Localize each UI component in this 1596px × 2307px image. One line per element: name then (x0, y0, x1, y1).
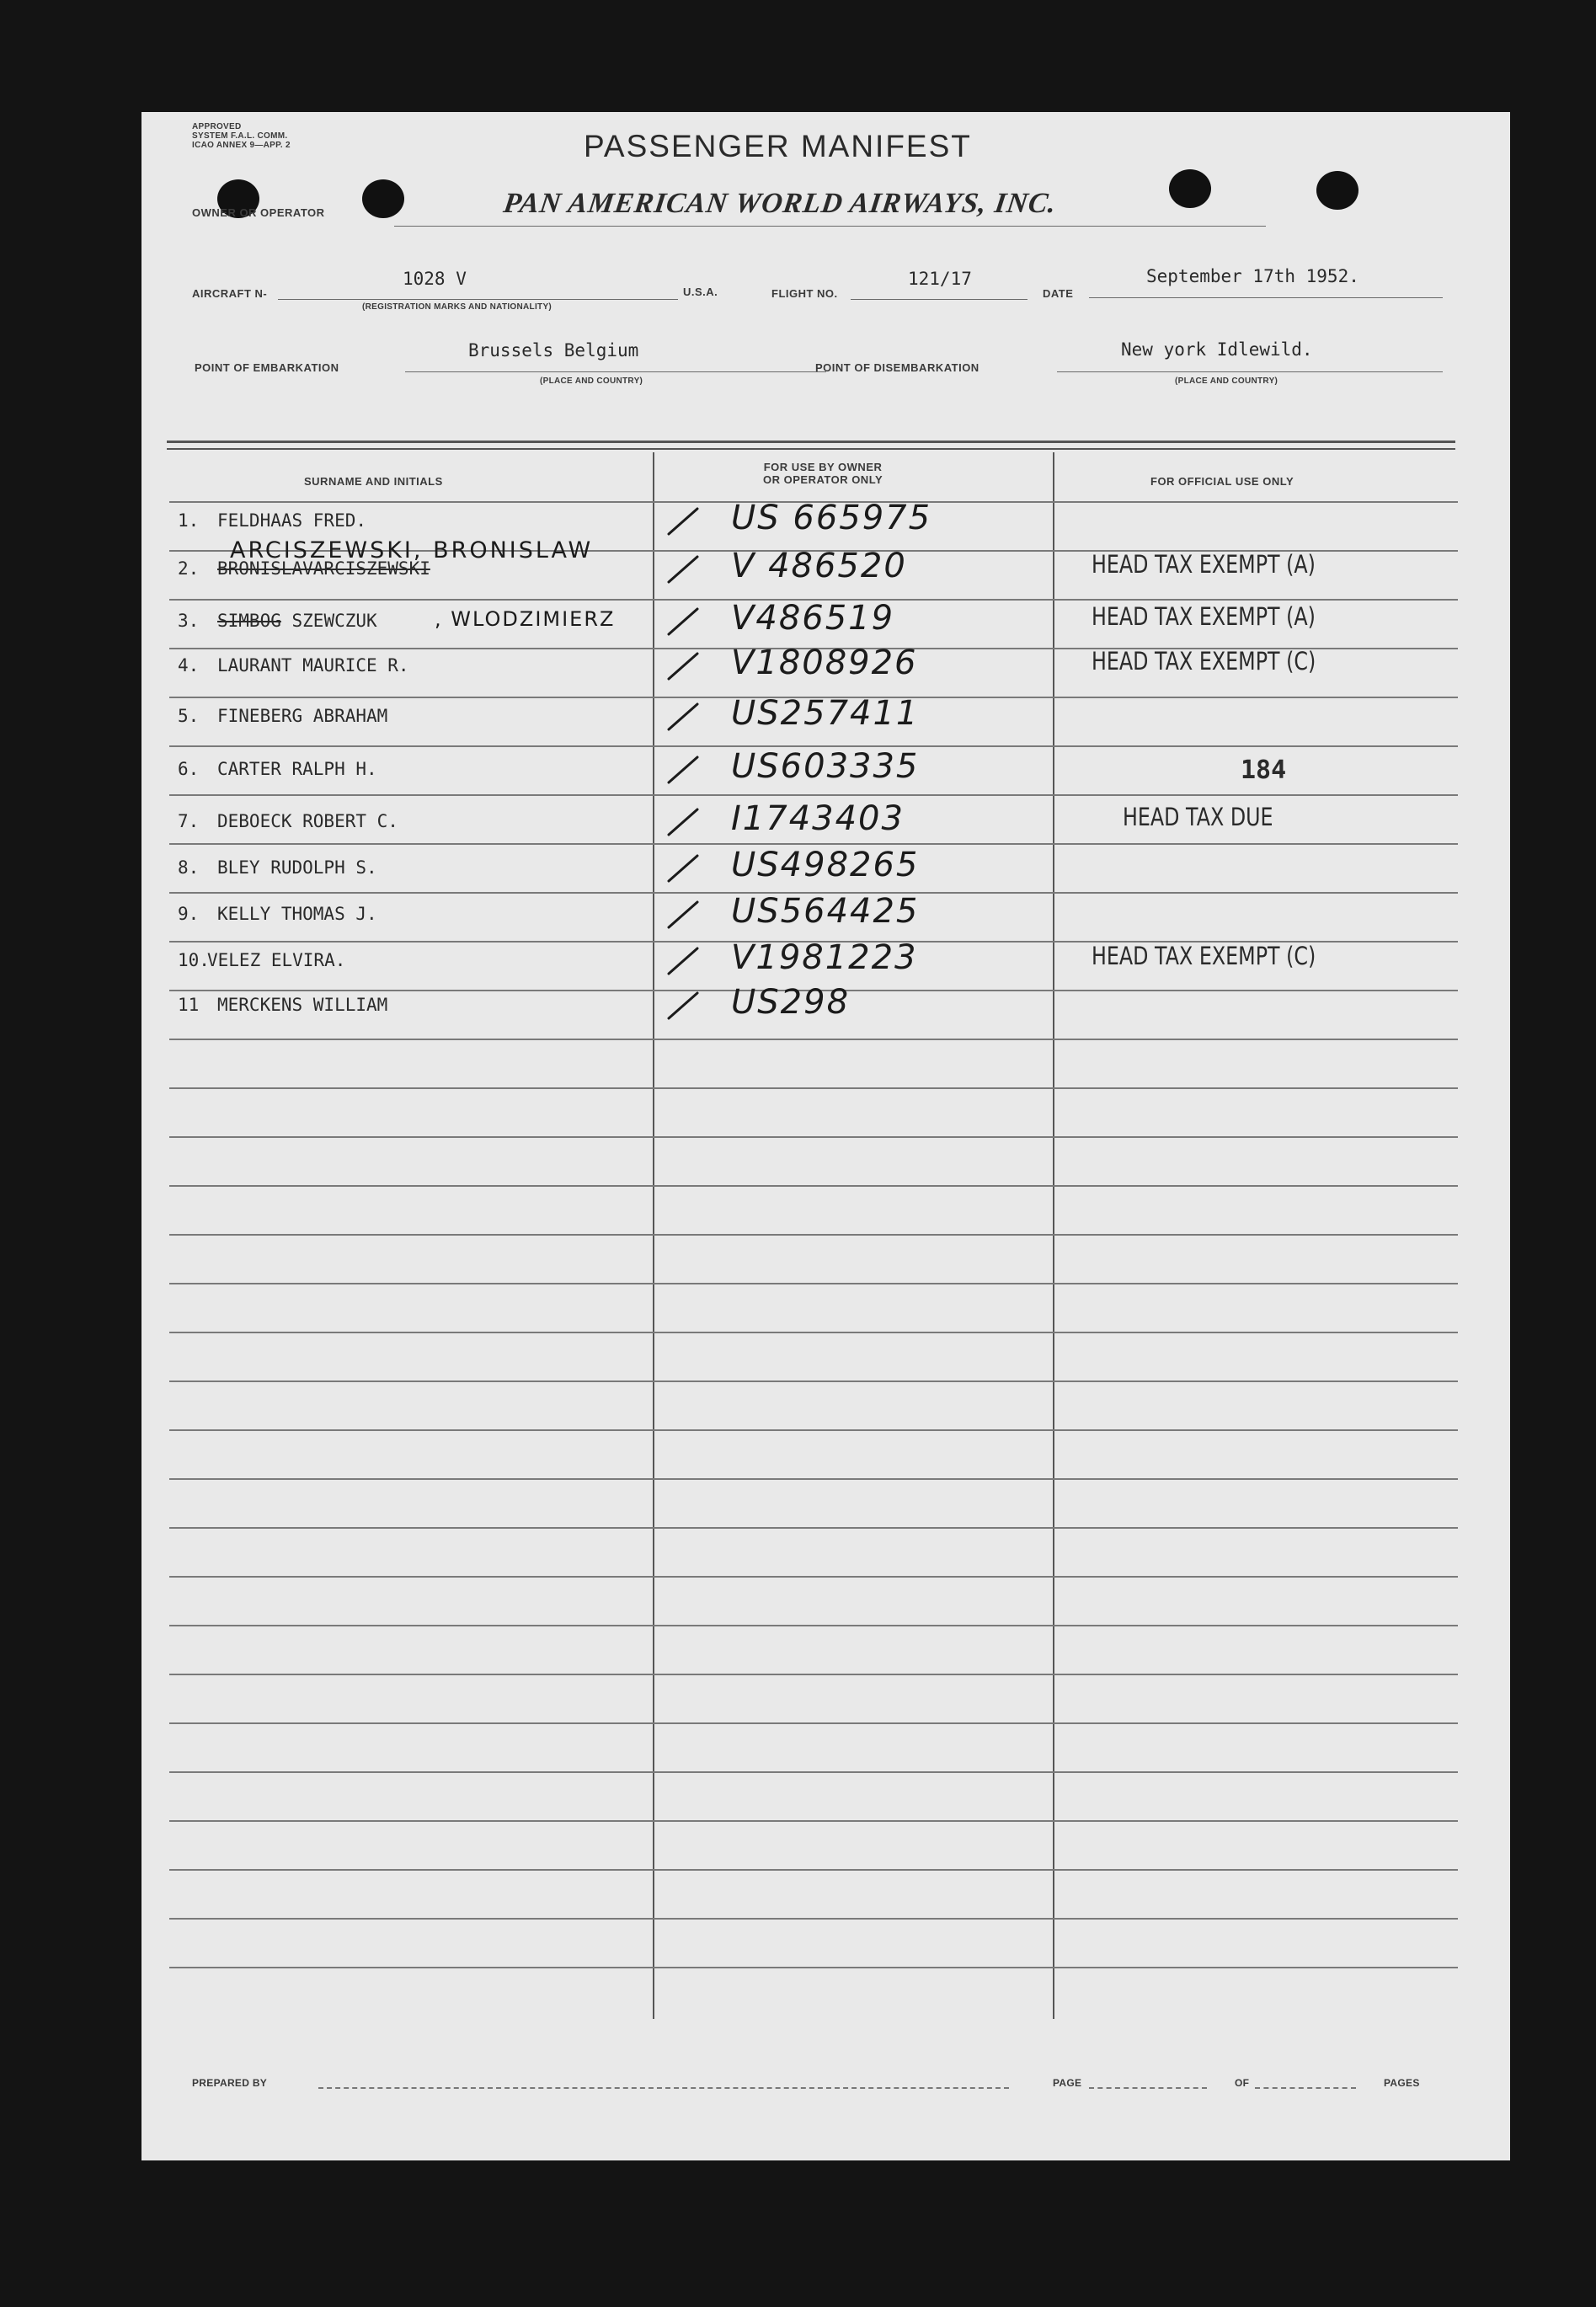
col-header-official: FOR OFFICIAL USE ONLY (1150, 475, 1294, 488)
document-number: US564425 (731, 892, 920, 931)
passenger-name: DEBOECK ROBERT C. (217, 811, 398, 831)
passenger-number: 11 (178, 995, 200, 1015)
passenger-surname: SZEWCZUK (291, 611, 377, 631)
passenger-number: 7. (178, 811, 200, 831)
handwritten-correction: ARCISZEWSKI, BRONISLAW (230, 537, 594, 563)
column-divider (1053, 452, 1054, 2019)
passenger-number: 4. (178, 655, 200, 676)
passenger-name: FINEBERG ABRAHAM (217, 706, 388, 726)
approval-line: SYSTEM F.A.L. COMM. (192, 131, 288, 141)
registration-note: (REGISTRATION MARKS AND NATIONALITY) (362, 302, 552, 312)
approval-line: ICAO ANNEX 9—APP. 2 (192, 141, 291, 150)
punch-hole (362, 179, 404, 218)
check-mark-icon (665, 897, 702, 931)
passenger-number: 2. (178, 558, 200, 579)
passenger-number: 8. (178, 857, 200, 878)
embark-underline (405, 371, 826, 372)
document-number: US 665975 (731, 499, 932, 537)
usa-label: U.S.A. (683, 286, 718, 298)
passenger-name: VELEZ ELVIRA. (207, 950, 346, 970)
document-number: V1808926 (731, 644, 918, 682)
flight-underline (851, 299, 1028, 300)
passenger-number: 3. (178, 611, 200, 631)
check-mark-icon (665, 988, 702, 1022)
official-note: HEAD TAX EXEMPT (C) (1092, 942, 1316, 970)
col-header-owner-line: OR OPERATOR ONLY (763, 473, 883, 486)
col-header-surname: SURNAME AND INITIALS (304, 475, 443, 488)
date-value: September 17th 1952. (1146, 266, 1359, 286)
date-underline (1089, 297, 1443, 298)
row-rule (169, 1869, 1458, 1871)
document-number: V1981223 (731, 938, 918, 977)
row-rule (169, 1918, 1458, 1920)
struck-name: SIMBOG (217, 611, 281, 631)
passenger-number: 6. (178, 759, 200, 779)
table-top-rule (167, 448, 1455, 450)
document-number: V486519 (731, 599, 895, 638)
page-line (1089, 2087, 1207, 2089)
pages-label: PAGES (1384, 2077, 1420, 2089)
table-top-rule (167, 441, 1455, 443)
passenger-name: KELLY THOMAS J. (217, 904, 377, 924)
row-rule (169, 1771, 1458, 1773)
passenger-number: 9. (178, 904, 200, 924)
check-mark-icon (665, 604, 702, 638)
check-mark-icon (665, 504, 702, 537)
row-rule (169, 1527, 1458, 1529)
passenger-name: BLEY RUDOLPH S. (217, 857, 377, 878)
approval-note (192, 122, 291, 150)
aircraft-label: AIRCRAFT N- (192, 287, 268, 300)
page-label: PAGE (1053, 2077, 1082, 2089)
passenger-number: 10. (178, 950, 210, 970)
document-number: US603335 (731, 747, 920, 786)
disembark-underline (1057, 371, 1443, 372)
row-rule (169, 1039, 1458, 1040)
row-rule (169, 1429, 1458, 1431)
punch-hole (1316, 171, 1358, 210)
official-note: HEAD TAX DUE (1123, 803, 1273, 831)
row-rule (169, 1136, 1458, 1138)
row-rule (169, 1380, 1458, 1382)
embark-label: POINT OF EMBARKATION (195, 361, 339, 374)
prepared-line (318, 2087, 1009, 2089)
disembark-value: New york Idlewild. (1121, 339, 1313, 360)
passenger-name: MERCKENS WILLIAM (217, 995, 388, 1015)
row-rule (169, 843, 1458, 845)
passenger-name: FELDHAAS FRED. (217, 510, 367, 531)
check-mark-icon (665, 804, 702, 838)
check-mark-icon (665, 943, 702, 977)
row-rule (169, 1820, 1458, 1822)
row-rule (169, 1234, 1458, 1236)
date-label: DATE (1043, 287, 1074, 300)
document-number: US298 (731, 983, 851, 1022)
row-rule (169, 1478, 1458, 1480)
column-divider (653, 452, 654, 2019)
check-mark-icon (665, 699, 702, 733)
col-header-owner-line: FOR USE BY OWNER (763, 461, 883, 473)
embark-place-note: (PLACE AND COUNTRY) (540, 376, 643, 386)
operator-name: PAN AMERICAN WORLD AIRWAYS, INC. (501, 188, 1059, 219)
embark-value: Brussels Belgium (468, 340, 639, 360)
row-rule (169, 794, 1458, 796)
document-number: I1743403 (731, 799, 905, 838)
of-label: OF (1235, 2077, 1250, 2089)
official-note: 184 (1241, 756, 1287, 785)
document-number: US498265 (731, 846, 920, 884)
passenger-name: CARTER RALPH H. (217, 759, 377, 779)
flight-value: 121/17 (908, 269, 972, 289)
check-mark-icon (665, 851, 702, 884)
of-line (1255, 2087, 1356, 2089)
row-rule (169, 1185, 1458, 1187)
official-note: HEAD TAX EXEMPT (C) (1092, 647, 1316, 676)
handwritten-correction: , WLODZIMIERZ (435, 607, 616, 631)
prepared-label: PREPARED BY (192, 2077, 268, 2089)
row-rule (169, 1576, 1458, 1578)
passenger-number: 5. (178, 706, 200, 726)
row-rule (169, 1087, 1458, 1089)
official-note: HEAD TAX EXEMPT (A) (1092, 550, 1316, 579)
check-mark-icon (665, 752, 702, 786)
aircraft-underline (278, 299, 678, 300)
aircraft-value: 1028 V (403, 269, 467, 289)
row-rule (169, 1722, 1458, 1724)
page-title: PASSENGER MANIFEST (584, 129, 972, 163)
passenger-name: LAURANT MAURICE R. (217, 655, 409, 676)
flight-label: FLIGHT NO. (771, 287, 838, 300)
check-mark-icon (665, 649, 702, 682)
check-mark-icon (665, 552, 702, 585)
passenger-name (217, 611, 377, 631)
row-rule (169, 1674, 1458, 1675)
disembark-label: POINT OF DISEMBARKATION (815, 361, 979, 374)
document-number: V 486520 (731, 547, 907, 585)
row-rule (169, 1332, 1458, 1333)
operator-label: OWNER OR OPERATOR (192, 206, 325, 219)
disembark-place-note: (PLACE AND COUNTRY) (1175, 376, 1278, 386)
col-header-owner-use (763, 461, 883, 486)
document-number: US257411 (731, 694, 920, 733)
manifest-sheet (141, 112, 1510, 2160)
passenger-name: BRONISLAVARCISZEWSKI (217, 558, 430, 579)
punch-hole (1169, 169, 1211, 208)
official-note: HEAD TAX EXEMPT (A) (1092, 602, 1316, 631)
operator-underline (394, 226, 1266, 227)
approval-line: APPROVED (192, 122, 242, 131)
passenger-number: 1. (178, 510, 200, 531)
row-rule (169, 1967, 1458, 1968)
row-rule (169, 1283, 1458, 1284)
row-rule (169, 1625, 1458, 1626)
